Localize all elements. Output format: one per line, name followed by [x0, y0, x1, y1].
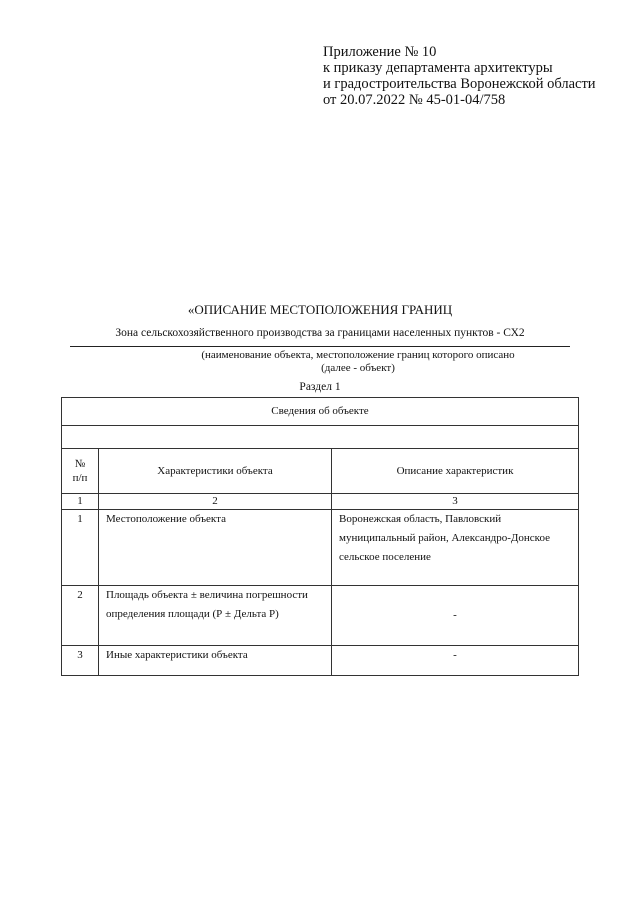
underline-divider [70, 346, 570, 347]
column-header-characteristics: Характеристики объекта [99, 449, 332, 494]
object-info-table [61, 397, 579, 676]
row-description: - [332, 586, 579, 646]
annex-block [323, 44, 596, 108]
annex-line-3: и градостроительства Воронежской области [323, 76, 596, 92]
annex-line-4: от 20.07.2022 № 45-01-04/758 [323, 92, 506, 108]
caption-line-2: (далее - объект) [321, 362, 395, 374]
row-number: 3 [62, 646, 99, 676]
object-name: Зона сельскохозяйственного производства за границами населенных пунктов - СХ2 [115, 327, 525, 339]
column-header-description: Описание характеристик [332, 449, 579, 494]
row-description: Воронежская область, Павловский муниципальный район, Александро-Донское сельское поселение [332, 510, 579, 586]
section-label: Раздел 1 [299, 381, 341, 393]
column-index: 2 [99, 494, 332, 510]
caption-line-1: (наименование объекта, местоположение границ которого описано [201, 349, 515, 361]
row-number: 2 [62, 586, 99, 646]
table-row [62, 646, 579, 676]
table-row [62, 510, 579, 586]
row-number: 1 [62, 510, 99, 586]
table-row [62, 586, 579, 646]
row-characteristic: Площадь объекта ± величина погрешности определения площади (Р ± Дельта Р) [99, 586, 332, 646]
row-description: - [332, 646, 579, 676]
document-title: «ОПИСАНИЕ МЕСТОПОЛОЖЕНИЯ ГРАНИЦ [187, 302, 453, 317]
table-heading: Сведения об объекте [62, 398, 579, 426]
row-characteristic: Местоположение объекта [99, 510, 332, 586]
table-empty-row [62, 426, 579, 449]
row-characteristic: Иные характеристики объекта [99, 646, 332, 676]
column-index: 1 [62, 494, 99, 510]
column-index: 3 [332, 494, 579, 510]
column-header-no: № п/п [62, 449, 99, 494]
annex-line-1: Приложение № 10 [323, 44, 437, 60]
annex-line-2: к приказу департамента архитектуры [323, 60, 553, 76]
object-name-caption [168, 349, 548, 375]
